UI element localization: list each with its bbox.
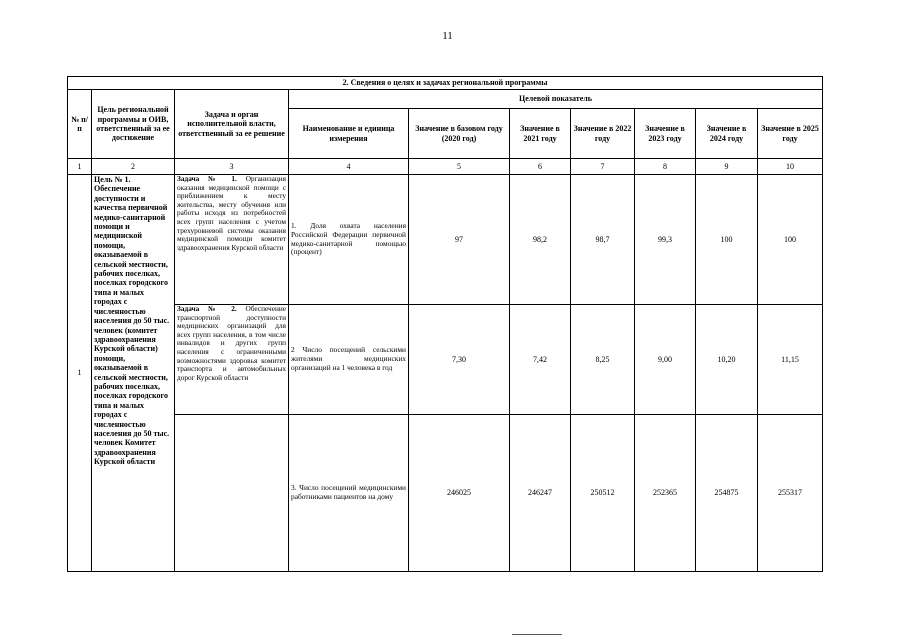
column-number: 9 — [696, 159, 758, 175]
header-indicator-name: Наименование и единица измерения — [289, 109, 409, 159]
page-number: 11 — [442, 30, 453, 42]
header-number: № п/п — [68, 90, 92, 159]
indicator-2-base: 7,30 — [409, 305, 510, 415]
goal-cell: Цель № 1. Обеспечение доступности и качества первичной медико-санитарной помощи и медицинской помощи, оказываемой в сельской местности, рабочих поселках, поселках городского типа и малых городах с численностью населения до 50 тыс. человек (комитет здравоохранения Курской области) помощи, оказываемой в сельской местности, рабочих поселках, поселках городского типа и малых городах с численностью населения до 50 тыс. человек Комитет здравоохранения Курской области — [92, 175, 175, 572]
header-base-year: Значение в базовом году (2020 год) — [409, 109, 510, 159]
task-3-empty-cell — [175, 415, 289, 572]
indicator-1-2021: 98,2 — [510, 175, 571, 305]
column-number: 7 — [571, 159, 635, 175]
header-goal: Цель региональной программы и ОИВ, ответственный за ее достижение — [92, 90, 175, 159]
indicator-3-2025: 255317 — [758, 415, 823, 572]
column-number: 8 — [635, 159, 696, 175]
task-2-title: Задача № 2. — [177, 304, 237, 313]
indicator-1-2024: 100 — [696, 175, 758, 305]
row-number: 1 — [68, 175, 92, 572]
header-2021: Значение в 2021 году — [510, 109, 571, 159]
indicator-1-2023: 99,3 — [635, 175, 696, 305]
indicator-2-2022: 8,25 — [571, 305, 635, 415]
task-1-text: Организация оказания медицинской помощи с приближением к месту жительства, месту обучения или работы исходя из потребностей всех групп населения с учетом трехуровневой системы оказания медицинской помощи комитет здравоохранения Курской области — [177, 174, 287, 252]
indicator-3-2021: 246247 — [510, 415, 571, 572]
indicator-3-2024: 254875 — [696, 415, 758, 572]
regional-program-goals-table — [67, 76, 823, 572]
indicator-3-base: 246025 — [409, 415, 510, 572]
indicator-2-2025: 11,15 — [758, 305, 823, 415]
column-number: 10 — [758, 159, 823, 175]
header-target-indicator: Целевой показатель — [289, 90, 823, 109]
task-1-title: Задача № 1. — [177, 174, 237, 183]
indicator-2-2023: 9,00 — [635, 305, 696, 415]
column-number: 5 — [409, 159, 510, 175]
header-2025: Значение в 2025 году — [758, 109, 823, 159]
indicator-1-name: 1. Доля охвата населения Российской Федерации первичной медико-санитарной помощью (процент) — [289, 175, 409, 305]
indicator-1-2022: 98,7 — [571, 175, 635, 305]
scan-mark — [512, 634, 562, 635]
indicator-2-2021: 7,42 — [510, 305, 571, 415]
indicator-2-2024: 10,20 — [696, 305, 758, 415]
column-number: 2 — [92, 159, 175, 175]
header-2022: Значение в 2022 году — [571, 109, 635, 159]
table-caption: 2. Сведения о целях и задачах региональной программы — [68, 77, 823, 90]
column-number: 6 — [510, 159, 571, 175]
indicator-3-name: 3. Число посещений медицинскими работниками пациентов на дому — [289, 415, 409, 572]
header-2024: Значение в 2024 году — [696, 109, 758, 159]
indicator-3-2022: 250512 — [571, 415, 635, 572]
indicator-2-name: 2 Число посещений сельскими жителями медицинских организаций на 1 человека в год — [289, 305, 409, 415]
task-2-text: Обеспечение транспортной доступности медицинских организаций для всех групп населения, в том числе инвалидов и других групп населения с ограниченными возможностями здоровья комитет транспорта и автомобильных дорог Курской области — [177, 304, 286, 382]
task-1-cell — [175, 175, 289, 305]
indicator-1-base: 97 — [409, 175, 510, 305]
indicator-1-2025: 100 — [758, 175, 823, 305]
column-number: 3 — [175, 159, 289, 175]
column-number: 4 — [289, 159, 409, 175]
header-2023: Значение в 2023 году — [635, 109, 696, 159]
task-2-cell — [175, 305, 289, 415]
header-task: Задача и орган исполнительной власти, ответственный за ее решение — [175, 90, 289, 159]
indicator-3-2023: 252365 — [635, 415, 696, 572]
column-number: 1 — [68, 159, 92, 175]
